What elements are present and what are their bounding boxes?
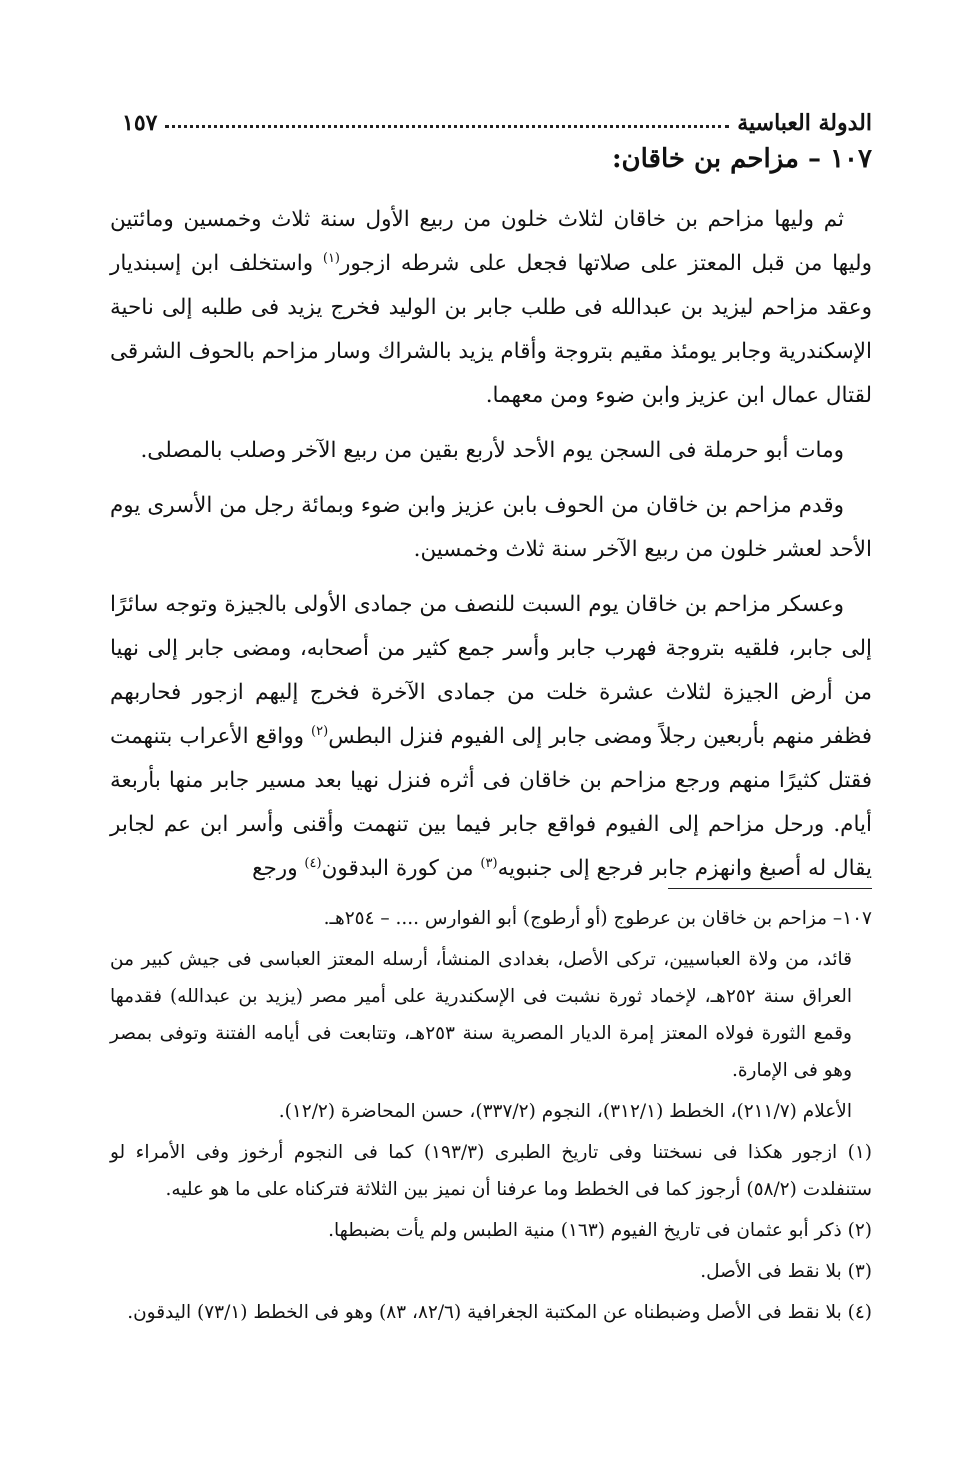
running-header xyxy=(122,96,872,136)
footnote-2: (٢) ذكر أبو عثمان فى تاريخ الفيوم (١٦٣) منية الطبس ولم يأت بضبطها. xyxy=(328,1220,872,1241)
paragraph-1-text-b: واستخلف ابن إسبنديار وعقد مزاحم ليزيد بن عبدالله فى طلب جابر بن الوليد فخرج يزيد فى طلبه إلى ناحية الإسكندرية وجابر يومئذ مقيم بتروجة وأقام يزيد بالشراك وسار مزاحم بالحوف الشرقى لقتال عمال ابن عزيز وابن ضوء ومن معهما. xyxy=(110,251,872,408)
paragraph-4-text-c: من كورة البدقون xyxy=(321,856,481,881)
paragraph-2: ومات أبو حرملة فى السجن يوم الأحد لأربع بقين من ربيع الآخر وصلب بالمصلى. xyxy=(140,438,844,463)
footnote-ref-2: (٢) xyxy=(311,723,329,739)
paragraph-1-text-a: ثم وليها مزاحم بن خاقان لثلاث خلون من ربيع الأول سنة ثلاث وخمسين ومائتين وليها من قبل المعتز على صلاتها فجعل على شرطه ازجور xyxy=(110,207,872,276)
page-number: ١٥٧ xyxy=(122,110,158,136)
footnotes xyxy=(110,900,872,1335)
running-title: الدولة العباسية xyxy=(737,110,872,136)
bio-text: قائد، من ولاة العباسيين، تركى الأصل، بغدادى المنشأ، أرسله المعتز العباسى فى جيش كبير من العراق سنة ٢٥٢هـ، لإخماد ثورة نشبت فى الإسكندرية على أمير مصر (يزيد بن عبدالله) فقدمها وقمع الثورة فولاه المعتز إمرة الديار المصرية سنة ٢٥٣هـ، وتتابعت فى أيامه الفتنة وتوفى بمصر وهو فى الإمارة. xyxy=(110,949,852,1081)
paragraph-4-text-b: وواقع الأعراب بتنهمت فقتل كثيرًا منهم ورجع مزاحم بن خاقان فى أثره فنزل نهيا بعد مسير جابر منها بأربعة أيام. ورحل مزاحم إلى الفيوم فواقع جابر فيما بين تنهمت وأقنى وأسر ابن عم لجابر يقال له أصبغ وانهزم جابر فرجع إلى جنبويه xyxy=(110,724,872,881)
footnote-ref-4: (٤) xyxy=(304,855,322,871)
footnote-ref-3: (٣) xyxy=(480,855,498,871)
paragraph-1 xyxy=(110,198,872,418)
paragraph-4-text-d: ورجع xyxy=(252,856,305,881)
paragraph-4-text-a: وعسكر مزاحم بن خاقان يوم السبت للنصف من جمادى الأولى بالجيزة وتوجه سائرًا إلى جابر، فلقيه بتروجة فهرب جابر وأسر جمع كثير من أصحابه، ومضى جابر إلى نهيا من أرض الجيزة لثلاث عشرة خلت من جمادى الآخرة فخرج إليهم ازجور فحاربهم فظفر منهم بأربعين رجلاً ومضى جابر إلى الفيوم فنزل البطس xyxy=(110,592,872,749)
footnote-3: (٣) بلا نقط فى الأصل. xyxy=(700,1261,872,1282)
paragraph-4 xyxy=(110,583,872,891)
footnote-4: (٤) بلا نقط فى الأصل وضبطناه عن المكتبة الجغرافية (٨٢/٦، ٨٣) وهو فى الخطط (٧٣/١) اليدقون. xyxy=(127,1302,872,1323)
paragraph-3: وقدم مزاحم بن خاقان من الحوف بابن عزيز وابن ضوء وبمائة رجل من الأسرى يوم الأحد لعشر خلون من ربيع الآخر سنة ثلاث وخمسين. xyxy=(110,493,872,562)
footnote-separator xyxy=(668,888,872,889)
section-title: ١٠٧ – مزاحم بن خاقان: xyxy=(611,144,872,174)
footnote-ref-1: (١) xyxy=(322,250,340,266)
bio-sources: الأعلام (٢١١/٧)، الخطط (٣١٢/١)، النجوم (٣٣٧/٢)، حسن المحاضرة (١٢/٢). xyxy=(278,1101,852,1122)
leader-dots xyxy=(165,125,729,128)
footnote-1: (١) ازجور هكذا فى نسختنا وفى تاريخ الطبرى (١٩٣/٣) كما فى النجوم أرخوز وفى الأمراء لو ستنفلدت (٥٨/٢) أرجوز كما فى الخطط وما عرفنا أن نميز بين الثلاثة فتركناه على ما هو عليه. xyxy=(110,1142,872,1200)
main-text xyxy=(110,198,872,902)
bio-heading: ١٠٧– مزاحم بن خاقان بن عرطوج (أو أرطوج) أبو الفوارس .... – ٢٥٤هـ. xyxy=(323,908,872,929)
